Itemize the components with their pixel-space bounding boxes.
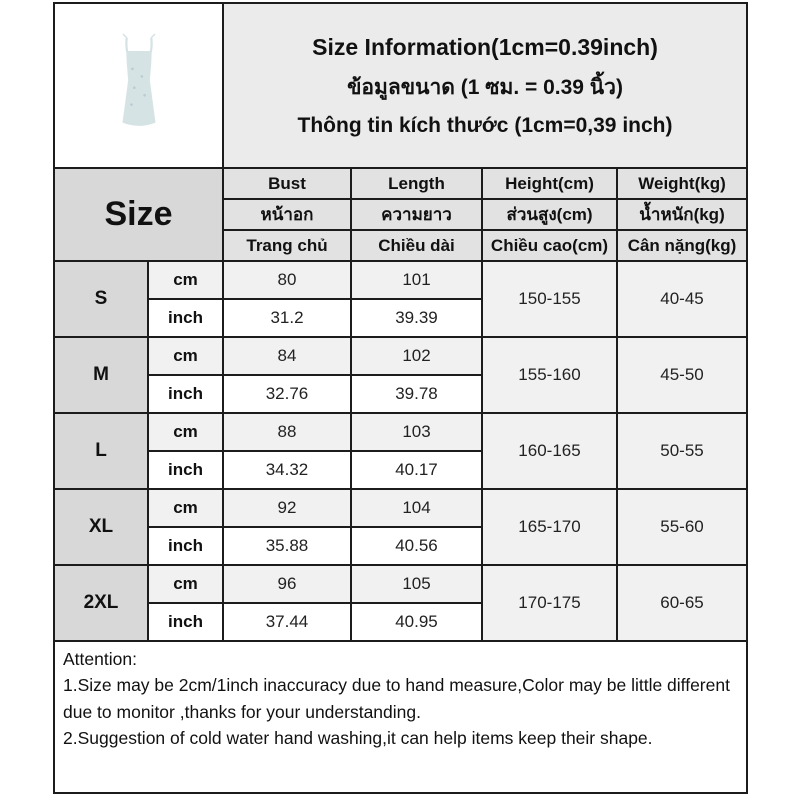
- value-s-length-inch: 39.39: [351, 299, 482, 337]
- col-header-weight-en: Weight(kg): [617, 168, 747, 199]
- value-l-weight: 50-55: [617, 413, 747, 489]
- col-header-weight-vi: Cân nặng(kg): [617, 230, 747, 261]
- value-2xl-bust-inch: 37.44: [223, 603, 351, 641]
- value-xl-height: 165-170: [482, 489, 617, 565]
- attention-line-2: 2.Suggestion of cold water hand washing,it can help items keep their shape.: [63, 727, 653, 748]
- unit-cell-inch: inch: [148, 603, 223, 641]
- value-2xl-height: 170-175: [482, 565, 617, 641]
- value-l-length-cm: 103: [351, 413, 482, 451]
- value-s-bust-cm: 80: [223, 261, 351, 299]
- size-cell-m: M: [54, 337, 148, 413]
- table-row-2xl-cm: [54, 565, 747, 603]
- col-header-height-vi: Chiều cao(cm): [482, 230, 617, 261]
- table-row-l-cm: [54, 413, 747, 451]
- unit-cell-cm: cm: [148, 261, 223, 299]
- value-2xl-bust-cm: 96: [223, 565, 351, 603]
- col-header-length-en: Length: [351, 168, 482, 199]
- unit-cell-inch: inch: [148, 527, 223, 565]
- size-chart-table: [53, 2, 748, 794]
- unit-cell-cm: cm: [148, 413, 223, 451]
- value-xl-bust-cm: 92: [223, 489, 351, 527]
- title-cell: [223, 3, 747, 168]
- header-banner-row: [54, 3, 747, 168]
- title-thai: ข้อมูลขนาด (1 ซม. = 0.39 นิ้ว): [347, 75, 623, 99]
- table-row-xl-cm: [54, 489, 747, 527]
- dress-image: [106, 30, 172, 141]
- value-l-bust-inch: 34.32: [223, 451, 351, 489]
- size-cell-2xl: 2XL: [54, 565, 148, 641]
- col-header-bust-vi: Trang chủ: [223, 230, 351, 261]
- col-header-length-vi: Chiều dài: [351, 230, 482, 261]
- col-header-bust-th: หน้าอก: [223, 199, 351, 230]
- size-header-cell: Size: [54, 168, 223, 261]
- value-xl-length-inch: 40.56: [351, 527, 482, 565]
- col-header-height-en: Height(cm): [482, 168, 617, 199]
- value-m-length-cm: 102: [351, 337, 482, 375]
- value-l-height: 160-165: [482, 413, 617, 489]
- table-row-s-cm: [54, 261, 747, 299]
- value-xl-bust-inch: 35.88: [223, 527, 351, 565]
- table-row-m-cm: [54, 337, 747, 375]
- value-s-length-cm: 101: [351, 261, 482, 299]
- value-2xl-weight: 60-65: [617, 565, 747, 641]
- unit-cell-inch: inch: [148, 299, 223, 337]
- title-english: Size Information(1cm=0.39inch): [312, 33, 658, 60]
- value-l-bust-cm: 88: [223, 413, 351, 451]
- unit-cell-inch: inch: [148, 451, 223, 489]
- value-s-weight: 40-45: [617, 261, 747, 337]
- unit-cell-cm: cm: [148, 337, 223, 375]
- value-m-weight: 45-50: [617, 337, 747, 413]
- attention-row: [54, 641, 747, 793]
- size-cell-s: S: [54, 261, 148, 337]
- value-m-bust-inch: 32.76: [223, 375, 351, 413]
- col-header-height-th: ส่วนสูง(cm): [482, 199, 617, 230]
- attention-line-1: 1.Size may be 2cm/1inch inaccuracy due to hand measure,Color may be little different due to monitor ,thanks for your understanding.: [63, 675, 730, 722]
- value-s-bust-inch: 31.2: [223, 299, 351, 337]
- size-chart-sheet: [53, 2, 746, 794]
- size-cell-l: L: [54, 413, 148, 489]
- column-header-row-en: [54, 168, 747, 199]
- value-2xl-length-cm: 105: [351, 565, 482, 603]
- value-m-height: 155-160: [482, 337, 617, 413]
- value-xl-weight: 55-60: [617, 489, 747, 565]
- dress-icon: [106, 30, 172, 136]
- value-xl-length-cm: 104: [351, 489, 482, 527]
- attention-cell: [54, 641, 747, 793]
- size-cell-xl: XL: [54, 489, 148, 565]
- value-m-length-inch: 39.78: [351, 375, 482, 413]
- unit-cell-cm: cm: [148, 489, 223, 527]
- col-header-bust-en: Bust: [223, 168, 351, 199]
- product-image-cell: [54, 3, 223, 168]
- col-header-length-th: ความยาว: [351, 199, 482, 230]
- value-m-bust-cm: 84: [223, 337, 351, 375]
- title-vietnamese: Thông tin kích thước (1cm=0,39 inch): [297, 113, 673, 137]
- col-header-weight-th: น้ำหนัก(kg): [617, 199, 747, 230]
- value-2xl-length-inch: 40.95: [351, 603, 482, 641]
- unit-cell-inch: inch: [148, 375, 223, 413]
- unit-cell-cm: cm: [148, 565, 223, 603]
- attention-heading: Attention:: [63, 649, 137, 669]
- value-l-length-inch: 40.17: [351, 451, 482, 489]
- value-s-height: 150-155: [482, 261, 617, 337]
